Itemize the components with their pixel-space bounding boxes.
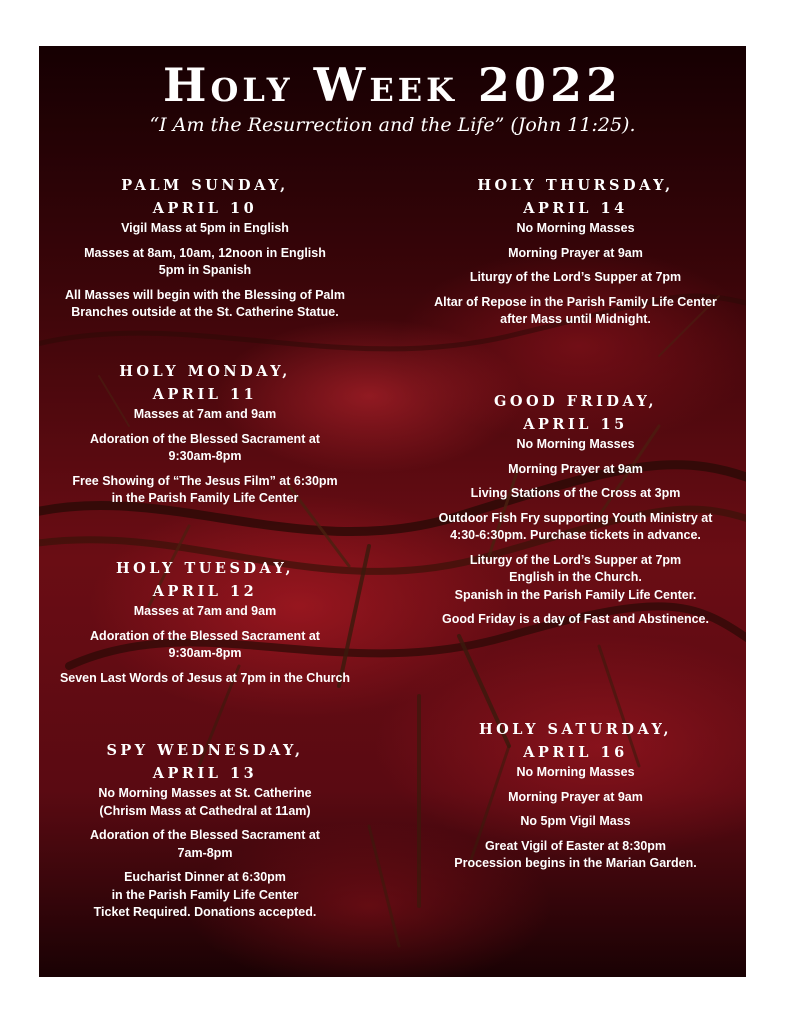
- schedule-item: Good Friday is a day of Fast and Abstinence.: [442, 612, 709, 626]
- schedule-item: Ticket Required. Donations accepted.: [93, 905, 317, 919]
- day-holy-saturday: [413, 718, 738, 880]
- schedule-item: Altar of Repose in the Parish Family Life Center: [434, 294, 717, 309]
- schedule-item: in the Parish Family Life Center: [111, 491, 299, 505]
- schedule-item: Procession begins in the Marian Garden.: [454, 856, 697, 870]
- schedule-item: 4:30-6:30pm. Purchase tickets in advance.: [450, 528, 701, 542]
- schedule-item: Masses at 7am and 9am: [133, 604, 277, 618]
- schedule-item: Morning Prayer at 9am: [508, 461, 643, 476]
- schedule-item: Liturgy of the Lord’s Supper at 7pm: [469, 270, 682, 284]
- day-spy-wednesday: [45, 739, 365, 929]
- schedule-item: Liturgy of the Lord’s Supper at 7pm: [469, 552, 682, 567]
- day-title: SPY WEDNESDAY,: [106, 742, 304, 759]
- day-title: HOLY SATURDAY,: [478, 721, 673, 738]
- schedule-item: No Morning Masses: [516, 765, 635, 779]
- schedule-item: 5pm in Spanish: [158, 263, 252, 277]
- day-date: APRIL 14: [523, 200, 628, 217]
- day-title: HOLY THURSDAY,: [477, 177, 674, 194]
- schedule-item: No Morning Masses: [516, 437, 635, 451]
- schedule-item: Seven Last Words of Jesus at 7pm in the Church: [59, 670, 351, 685]
- schedule-item: No Morning Masses at St. Catherine: [98, 786, 312, 800]
- schedule-item: Living Stations of the Cross at 3pm: [470, 486, 681, 500]
- day-title: GOOD FRIDAY,: [493, 393, 658, 410]
- day-date: APRIL 15: [523, 416, 628, 433]
- day-date: APRIL 12: [152, 583, 258, 600]
- schedule-item: Masses at 7am and 9am: [133, 407, 277, 421]
- schedule-item: Adoration of the Blessed Sacrament at: [90, 828, 320, 842]
- day-good-friday: [413, 390, 738, 636]
- schedule-item: All Masses will begin with the Blessing of Palm: [65, 287, 345, 302]
- page-subtitle: “I Am the Resurrection and the Life” (John 11:25).: [149, 114, 636, 136]
- day-date: APRIL 16: [523, 744, 628, 761]
- schedule-item: 9:30am-8pm: [168, 449, 242, 463]
- day-holy-tuesday: [45, 557, 365, 694]
- holy-week-poster: [39, 46, 746, 977]
- schedule-item: 7am-8pm: [177, 845, 233, 860]
- day-date: APRIL 10: [152, 200, 258, 217]
- day-holy-monday: [45, 360, 365, 515]
- schedule-item: Branches outside at the St. Catherine Statue.: [71, 305, 339, 319]
- schedule-item: Adoration of the Blessed Sacrament at: [90, 628, 320, 643]
- day-date: APRIL 11: [152, 386, 258, 403]
- schedule-item: (Chrism Mass at Cathedral at 11am): [99, 803, 311, 818]
- page-title: Holy Week 2022: [163, 58, 622, 112]
- day-holy-thursday: [413, 174, 738, 336]
- schedule-item: 9:30am-8pm: [168, 646, 242, 660]
- schedule-item: Morning Prayer at 9am: [508, 245, 643, 260]
- schedule-item: Masses at 8am, 10am, 12noon in English: [84, 245, 326, 260]
- schedule-item: No 5pm Vigil Mass: [520, 814, 631, 828]
- day-palm-sunday: [45, 174, 365, 329]
- day-title: HOLY TUESDAY,: [115, 560, 295, 577]
- schedule-item: Free Showing of “The Jesus Film” at 6:30pm: [72, 473, 338, 488]
- schedule-item: Eucharist Dinner at 6:30pm: [124, 870, 286, 884]
- day-title: PALM SUNDAY,: [121, 177, 289, 194]
- day-title: HOLY MONDAY,: [119, 363, 291, 380]
- schedule-item: Outdoor Fish Fry supporting Youth Ministry at: [438, 510, 713, 525]
- schedule-item: Vigil Mass at 5pm in English: [121, 221, 289, 235]
- schedule-item: Morning Prayer at 9am: [508, 789, 643, 804]
- schedule-item: English in the Church.: [509, 570, 642, 584]
- schedule-item: in the Parish Family Life Center: [111, 887, 299, 902]
- day-date: APRIL 13: [152, 765, 258, 782]
- schedule-item: Spanish in the Parish Family Life Center.: [454, 587, 697, 602]
- schedule-item: after Mass until Midnight.: [500, 312, 651, 326]
- schedule-item: Adoration of the Blessed Sacrament at: [90, 431, 320, 446]
- schedule-item: Great Vigil of Easter at 8:30pm: [484, 838, 667, 853]
- schedule-item: No Morning Masses: [516, 221, 635, 235]
